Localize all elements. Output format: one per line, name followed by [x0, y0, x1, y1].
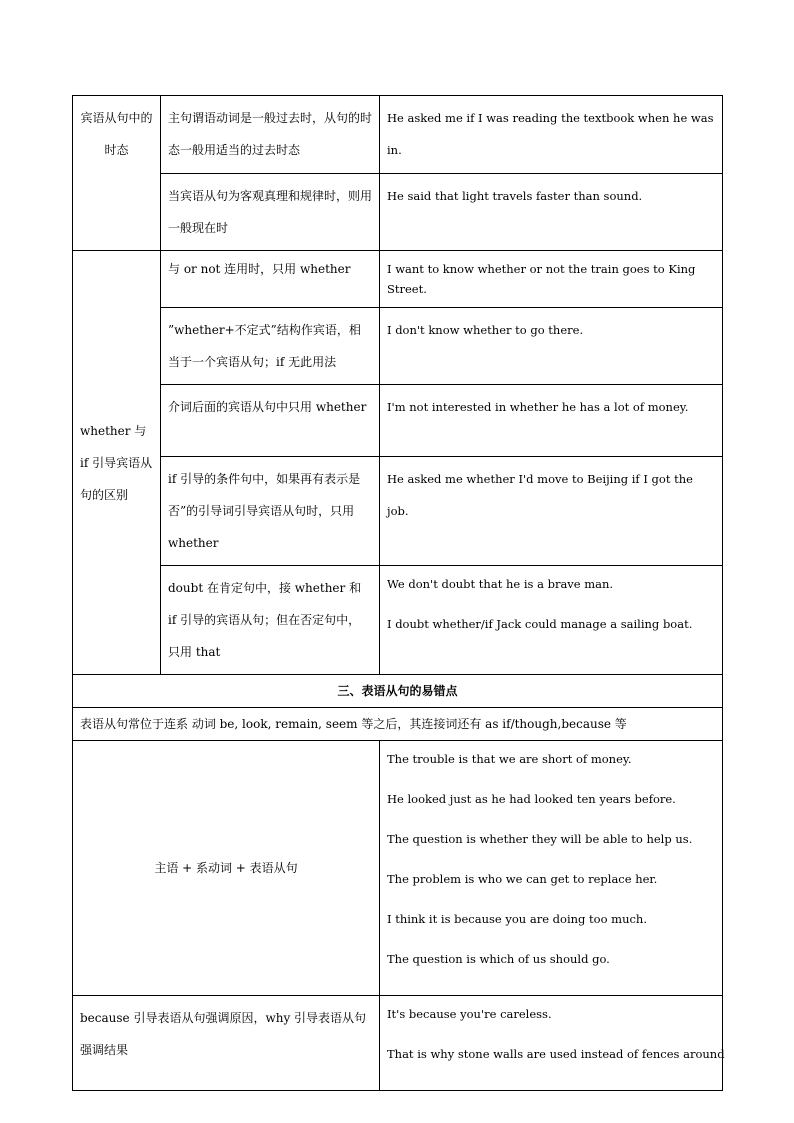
table-row	[73, 174, 723, 251]
section-title-text: 三、表语从句的易错点	[337, 684, 458, 698]
example-cell	[380, 251, 723, 308]
example-cell	[380, 457, 723, 566]
example-cell	[380, 385, 723, 457]
note-cell	[73, 708, 723, 741]
rule-cell	[161, 566, 380, 675]
example-text: The trouble is that we are short of money.	[387, 752, 632, 766]
structure-label: 主语 + 系动词 + 表语从句	[154, 861, 298, 875]
rule-cell	[161, 385, 380, 457]
rule-text: because 引导表语从句强调原因，why 引导表语从句强调结果	[80, 1011, 367, 1057]
rule-cell	[73, 996, 380, 1091]
table-row	[73, 566, 723, 675]
example-text: I think it is because you are doing too much.	[387, 912, 647, 926]
rule-text: 与 or not 连用时，只用 whether	[168, 262, 351, 276]
rule-cell	[161, 308, 380, 385]
example-text: The question is which of us should go.	[387, 952, 610, 966]
table-row	[73, 251, 723, 308]
rule-text: doubt 在肯定句中，接 whether 和 if 引导的宾语从句；但在否定句中，只用 that	[168, 581, 362, 659]
rule-text: if 引导的条件句中，如果再有表示是否”的引导词引导宾语从句时，只用 whether	[168, 472, 361, 550]
example-text: It's because you're careless.	[387, 1007, 552, 1021]
example-text: He said that light travels faster than sound.	[387, 189, 643, 203]
example-text: That is why stone walls are used instead of fences around	[387, 1047, 725, 1061]
example-text: I doubt whether/if Jack could manage a sailing boat.	[387, 617, 693, 631]
rule-text: 主句谓语动词是一般过去时，从句的时态一般用适当的过去时态	[168, 111, 373, 157]
grammar-table	[72, 95, 723, 1091]
example-text: I don't know whether to go there.	[387, 323, 584, 337]
rule-text: ”whether+不定式”结构作宾语，相当于一个宾语从句；if 无此用法	[168, 323, 361, 369]
structure-cell	[73, 741, 380, 996]
category-label: whether 与 if 引导宾语从句的区别	[80, 423, 153, 502]
example-cell	[380, 741, 723, 996]
example-text: He looked just as he had looked ten years before.	[387, 792, 676, 806]
example-text: I'm not interested in whether he has a lot of money.	[387, 400, 689, 414]
table-row	[73, 457, 723, 566]
example-cell	[380, 174, 723, 251]
table-row	[73, 996, 723, 1091]
rule-text: 当宾语从句为客观真理和规律时，则用一般现在时	[168, 189, 373, 235]
example-text: We don't doubt that he is a brave man.	[387, 577, 614, 591]
example-text: He asked me whether I'd move to Beijing if I got the job.	[387, 472, 693, 518]
category-cell-tense	[73, 96, 161, 251]
category-cell-whether-if	[73, 251, 161, 675]
note-text: 表语从句常位于连系 动词 be, look, remain, seem 等之后，其连接词还有 as if/though,because 等	[80, 717, 627, 731]
category-label: 宾语从句中的时态	[80, 111, 153, 157]
example-cell	[380, 996, 723, 1091]
rule-cell	[161, 457, 380, 566]
example-text: The question is whether they will be able to help us.	[387, 832, 693, 846]
rule-text: 介词后面的宾语从句中只用 whether	[168, 400, 367, 414]
example-text: I want to know whether or not the train goes to King Street.	[387, 262, 696, 296]
table-row	[73, 741, 723, 996]
document-page	[72, 95, 725, 1091]
section-title	[73, 675, 723, 708]
rule-cell	[161, 174, 380, 251]
example-cell	[380, 566, 723, 675]
rule-cell	[161, 96, 380, 174]
example-cell	[380, 308, 723, 385]
table-row	[73, 96, 723, 174]
table-row	[73, 675, 723, 708]
table-row	[73, 708, 723, 741]
table-row	[73, 385, 723, 457]
example-cell	[380, 96, 723, 174]
example-text: The problem is who we can get to replace her.	[387, 872, 658, 886]
table-row	[73, 308, 723, 385]
rule-cell	[161, 251, 380, 308]
example-text: He asked me if I was reading the textbook when he was in.	[387, 111, 714, 157]
